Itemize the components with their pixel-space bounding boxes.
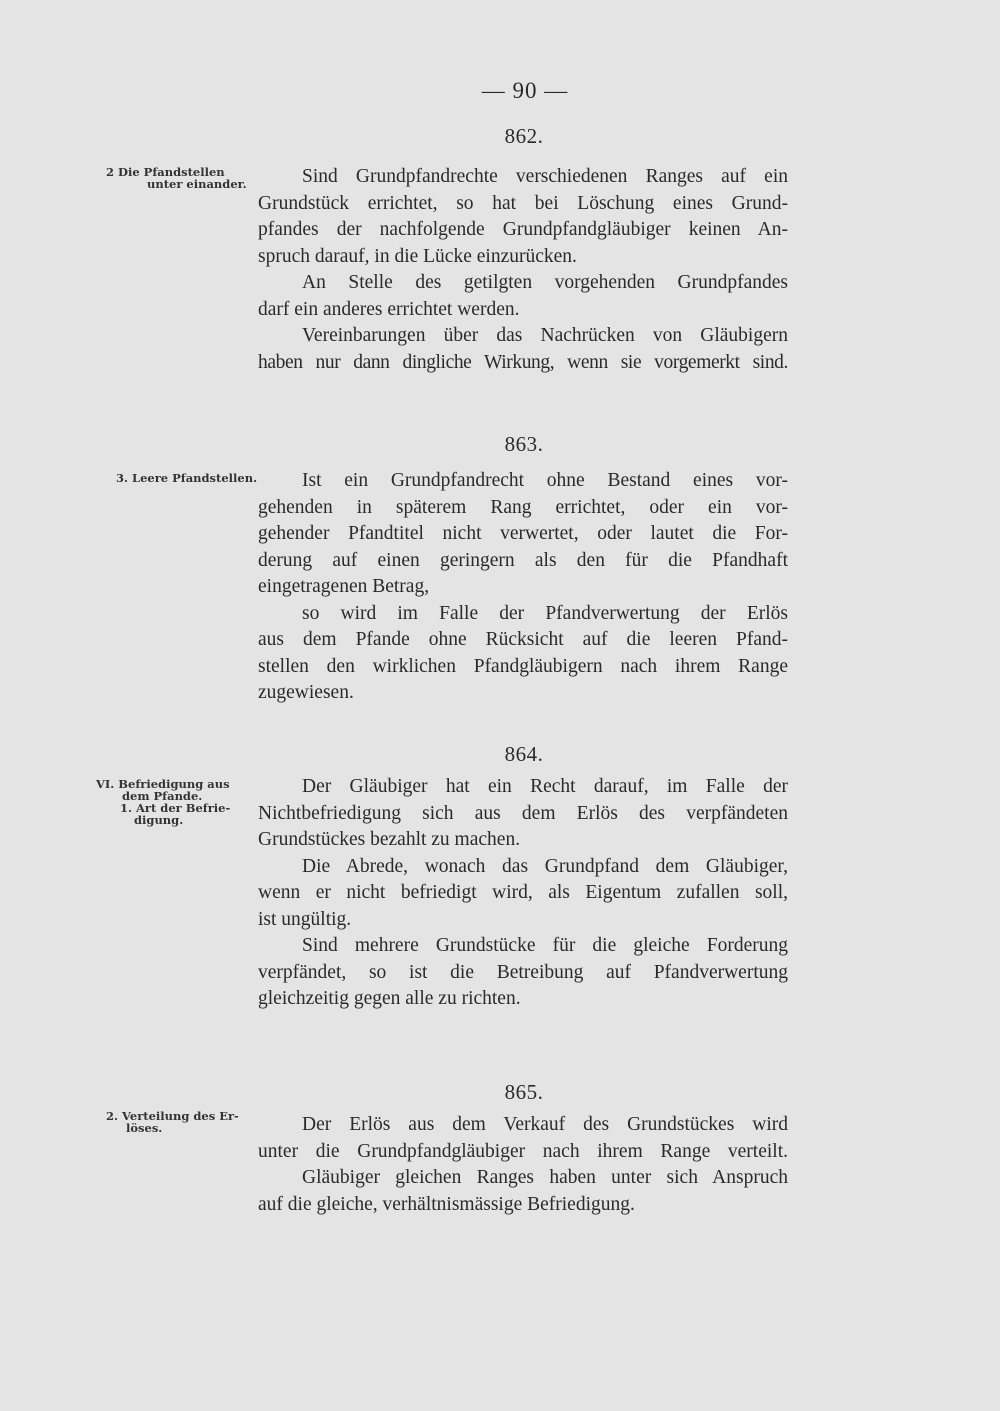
text-line: eingetragenen Betrag, — [258, 576, 430, 597]
text-line: aus dem Pfande ohne Rücksicht auf die leeren Pfand- — [258, 629, 788, 650]
margin-note-line: 2. Verteilung des Er- — [106, 1109, 239, 1123]
paragraph — [258, 270, 788, 323]
text-line: so wird im Falle der Pfandverwertung der Erlös — [302, 602, 788, 624]
margin-note-line: löses. — [126, 1121, 163, 1135]
paragraph — [258, 933, 788, 1013]
text-line: Grundstück errichtet, so hat bei Löschung eines Grund- — [258, 192, 788, 214]
text-line: derung auf einen geringern als den für die Pfandhaft — [258, 549, 788, 571]
text-line: Nichtbefriedigung sich aus dem Erlös des verpfändeten — [258, 802, 788, 824]
paragraph — [258, 468, 788, 601]
article-text — [258, 774, 788, 1013]
article-number: 865. — [504, 1080, 544, 1104]
text-line: unter die Grundpfandgläubiger nach ihrem Range verteilt. — [258, 1140, 788, 1162]
margin-note-line: 3. Leere Pfandstellen. — [116, 471, 258, 485]
text-line: spruch darauf, in die Lücke einzurücken. — [258, 245, 577, 267]
paragraph — [258, 323, 788, 376]
paragraph — [258, 854, 788, 934]
margin-note-line: unter einander. — [147, 177, 247, 191]
article-number: 862. — [504, 124, 544, 148]
text-line: Der Erlös aus dem Verkauf des Grundstückes wird — [302, 1114, 788, 1135]
article-number: 863. — [504, 432, 544, 456]
text-line: auf die gleiche, verhältnismässige Befriedigung. — [258, 1193, 635, 1215]
paragraph — [258, 774, 788, 854]
margin-note-line: dem Pfande. — [122, 789, 203, 803]
article-number: 864. — [504, 742, 544, 766]
article-text — [258, 468, 788, 707]
margin-note-line: 1. Art der Befrie- — [120, 801, 231, 815]
article-text — [258, 1112, 788, 1218]
article-text — [258, 164, 788, 376]
margin-note-line: 2 Die Pfandstellen — [106, 165, 225, 179]
text-line: Die Abrede, wonach das Grundpfand dem Gläubiger, — [302, 855, 788, 877]
text-line: An Stelle des getilgten vorgehenden Grundpfandes — [302, 272, 788, 293]
text-line: gehenden in späterem Rang errichtet, oder ein vor- — [258, 496, 788, 518]
text-line: Vereinbarungen über das Nachrücken von Gläubigern — [302, 325, 788, 346]
text-line: gleichzeitig gegen alle zu richten. — [258, 988, 521, 1009]
paragraph — [258, 1165, 788, 1218]
page-number: — 90 — — [481, 78, 569, 103]
paragraph — [258, 601, 788, 707]
text-line: zugewiesen. — [258, 682, 354, 703]
text-line: Sind Grundpfandrechte verschiedenen Ranges auf ein — [302, 166, 788, 187]
text-line: darf ein anderes errichtet werden. — [258, 298, 520, 320]
text-line: wenn er nicht befriedigt wird, als Eigentum zufallen soll, — [258, 882, 788, 903]
text-line: Ist ein Grundpfandrecht ohne Bestand eines vor- — [302, 470, 788, 491]
text-line: stellen den wirklichen Pfandgläubigern nach ihrem Range — [258, 655, 788, 677]
margin-note — [116, 472, 276, 484]
paragraph — [258, 164, 788, 270]
margin-note-line: VI. Befriedigung aus — [96, 777, 230, 791]
text-line: haben nur dann dingliche Wirkung, wenn sie vorgemerkt sind. — [258, 351, 788, 373]
text-line: gehender Pfandtitel nicht verwertet, oder lautet die For- — [258, 523, 788, 544]
margin-note — [106, 1110, 266, 1134]
margin-note-line: digung. — [134, 813, 184, 827]
text-line: verpfändet, so ist die Betreibung auf Pfandverwertung — [258, 961, 788, 983]
margin-note — [96, 778, 256, 826]
text-line: Sind mehrere Grundstücke für die gleiche Forderung — [302, 935, 788, 956]
paragraph — [258, 1112, 788, 1165]
text-line: Der Gläubiger hat ein Recht darauf, im Falle der — [302, 776, 788, 797]
text-line: ist ungültig. — [258, 908, 352, 930]
text-line: Grundstückes bezahlt zu machen. — [258, 829, 521, 850]
text-line: Gläubiger gleichen Ranges haben unter sich Anspruch — [302, 1167, 788, 1188]
text-line: pfandes der nachfolgende Grundpfandgläubiger keinen An- — [258, 219, 788, 240]
margin-note — [106, 166, 266, 190]
